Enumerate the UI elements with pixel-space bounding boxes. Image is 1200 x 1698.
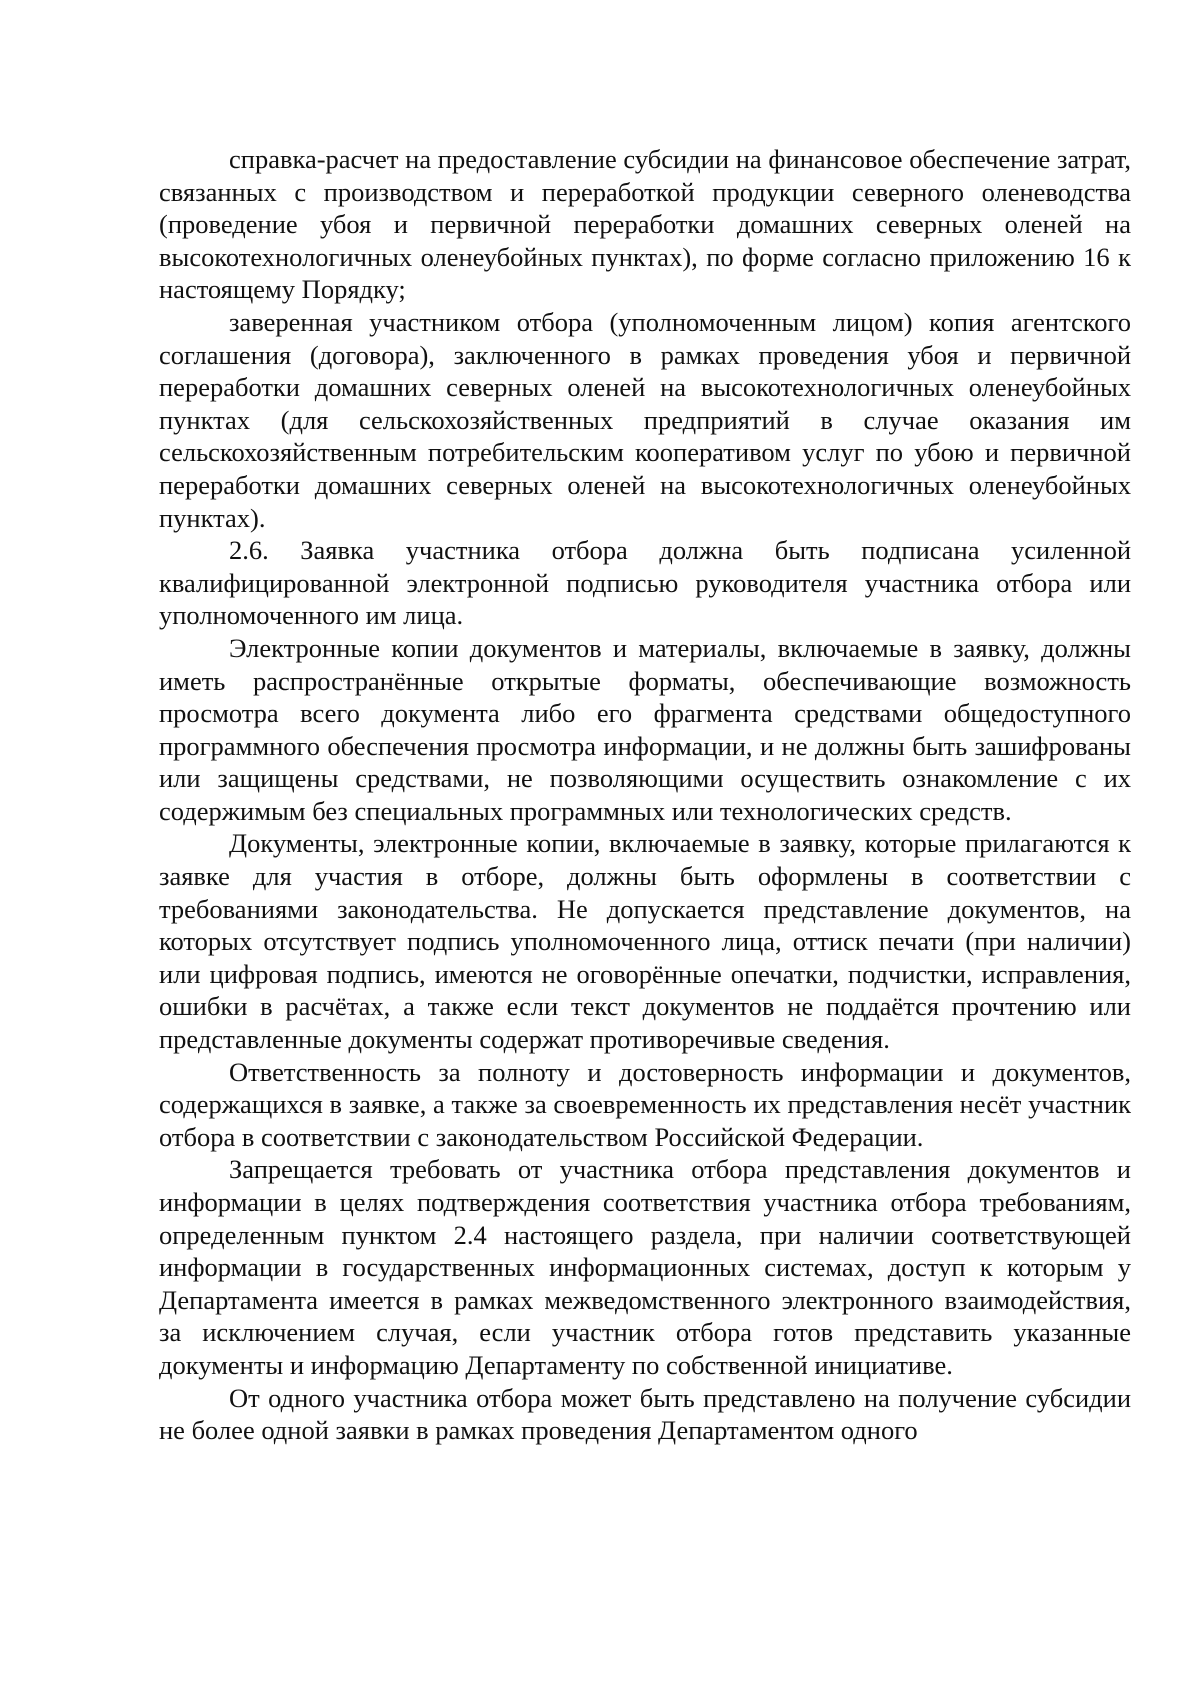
paragraph-electronic-copies: Электронные копии документов и материалы, включаемые в заявку, должны иметь распространённые открытые форматы, обеспечивающие возможность просмотра всего документа либо его фрагмента средствами общедоступного программного обеспечения просмотра информации, и не должны быть зашифрованы или защищены средствами, не позволяющими осуществить ознакомление с их содержимым без специальных программных или технологических средств. [159,632,1131,826]
paragraph-certificate-calculation: справка-расчет на предоставление субсидии на финансовое обеспечение затрат, связанных с производством и переработкой продукции северного оленеводства (проведение убоя и первичной переработки домашних северных оленей на высокотехнологичных оленеубойных пунктах), по форме согласно приложению 16 к настоящему Порядку; [159,144,1131,305]
paragraph-agency-agreement-copy: заверенная участником отбора (уполномоченным лицом) копия агентского соглашения (договора), заключенного в рамках проведения убоя и первичной переработки домашних северных оленей на высокотехнологичных оленеубойных пунктах (для сельскохозяйственных предприятий в случае оказания им сельскохозяйственным потребительским кооперативом услуг по убою и первичной переработки домашних северных оленей на высокотехнологичных оленеубойных пунктах). [159,306,1131,533]
paragraph-2-6-signature: 2.6. Заявка участника отбора должна быть подписана усиленной квалифицированной электронной подписью руководителя участника отбора или уполномоченного им лица. [159,535,1131,631]
paragraph-prohibition: Запрещается требовать от участника отбора представления документов и информации в целях подтверждения соответствия участника отбора требованиям, определенным пунктом 2.4 настоящего раздела, при наличии соответствующей информации в государственных информационных системах, доступ к которым у Департамента имеется в рамках межведомственного электронного взаимодействия, за исключением случая, если участник отбора готов представить указанные документы и информацию Департаменту по собственной инициативе. [159,1154,1131,1380]
paragraph-single-application: От одного участника отбора может быть представлено на получение субсидии не более одной заявки в рамках проведения Департаментом одного [159,1382,1131,1446]
document-page [159,143,1131,1447]
paragraph-responsibility: Ответственность за полноту и достоверность информации и документов, содержащихся в заявке, а также за своевременность их представления несёт участник отбора в соответствии с законодательством Российской Федерации. [159,1056,1131,1152]
paragraph-documents-requirements: Документы, электронные копии, включаемые в заявку, которые прилагаются к заявке для участия в отборе, должны быть оформлены в соответствии с требованиями законодательства. Не допускается представление документов, на которых отсутствует подпись уполномоченного лица, оттиск печати (при наличии) или цифровая подпись, имеются не оговорённые опечатки, подчистки, исправления, ошибки в расчётах, а также если текст документов не поддаётся прочтению или представленные документы содержат противоречивые сведения. [159,828,1131,1055]
